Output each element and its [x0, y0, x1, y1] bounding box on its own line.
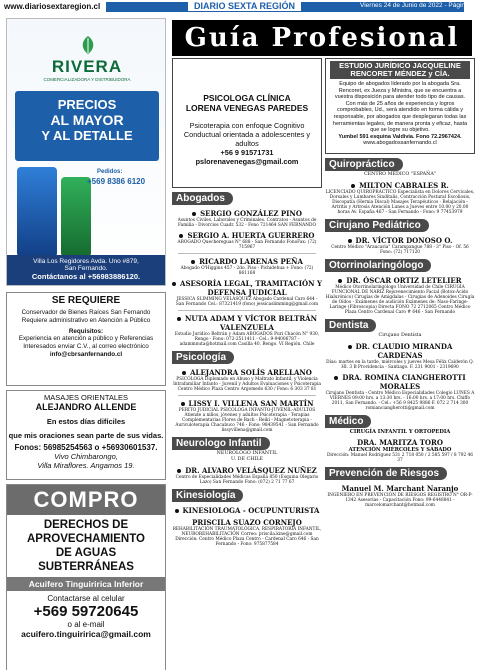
guide-title: Guía Profesional	[172, 20, 472, 56]
bullet-icon	[348, 239, 352, 243]
compro-email-label: o al e-mail	[67, 620, 105, 629]
compro-phone[interactable]: +569 59720645	[33, 603, 139, 620]
entry-name: DR. ÓSCAR ORTIZ LETELIER	[346, 276, 462, 285]
entry-name: Manuel M. Marchant Naranjo	[341, 484, 459, 493]
entry-name: ASESORÍA LEGAL, TRAMITACIÓN Y DEFENSA JUDICIAL	[180, 279, 322, 297]
list-item	[172, 451, 322, 485]
list-item	[172, 279, 322, 307]
entry-detail: Asuntos Civiles, Laborales y Criminales. Contratos - Asuntos de Familia - Divorcios Cuadr. 532 - Fono 721464 SAN FERNANDO	[177, 218, 317, 228]
studio-ad	[325, 58, 475, 154]
entry-detail: Dirección: Manuel Rodríguez 531 2 718 050 / 2 585 597 / 8 792 46 37	[326, 453, 474, 463]
bullet-icon	[351, 184, 355, 188]
rivera-address-1: Villa Los Regidores Avda. Uno #879,	[33, 258, 139, 265]
bullet-icon	[334, 376, 338, 380]
compro-line-4: SUBTERRÁNEAS	[38, 561, 134, 573]
psyc-description: Psicoterapia con enfoque Cognitivo Conductual orientada a adolescentes y adultos	[183, 121, 311, 148]
leaf-logo-icon	[77, 35, 99, 55]
rivera-address-strip	[7, 255, 165, 285]
bullet-icon	[177, 317, 181, 321]
list-item	[325, 429, 475, 463]
entry-detail: Centro Médico "Araucaria" Carampangue 788 - 3° Piso - Of. 56 Fono: (72) 717120	[331, 245, 469, 255]
entry-detail: Abogado O'Higgins 457 - 2do. Piso - Pichidehua + Fono: (72) 861168	[180, 266, 314, 276]
entry-detail: PSICÓLOGA Diplomado en Abuso y Maltrato Infantil, y Violencia Intrafamiliar Infanto - Juvenil y Adultos Evaluaciones y Psicoterapia Centro Médico Plaza Centro Argomedo 630 / Fono: 6 303 37 81	[173, 377, 321, 392]
orders-phone[interactable]: +569 8386 6120	[87, 177, 146, 186]
list-item	[325, 333, 475, 411]
entry-detail: Estudio Jurídico Beltrán y Adam ABOGADOS Puri Chacón N° 930, Rengo - Fono: 072-2511411 - Cel.: 9-94006787 - adammnuta@hotmail.com Casilla 40. Rengo. VI Región. Chile	[174, 332, 320, 347]
rivera-logo: RIVERA	[51, 57, 123, 76]
compro-text	[7, 515, 165, 574]
list-item	[172, 231, 322, 250]
section-otorrino: Otorrinolaringólogo	[325, 259, 431, 272]
psyc-phone[interactable]: +56 9 91571731	[220, 148, 274, 157]
list-item	[325, 484, 475, 508]
bullet-icon	[181, 402, 185, 406]
studio-title: ESTUDIO JURÍDICO JACQUELINE RENCORET MÉNDEZ y CÍA.	[330, 61, 470, 79]
entry-detail: LICENCIADO QUIROPRÁCTICO Especialista en Dolores Cervicales, Dorsales y Lumbares Sinditalis, Contracción Postural Escoliosis, Discopatía (Hernia Discal) Masajes Terapéuticos - Relajación - Artritis y Artrosis Atención Lunes a Jueves entre 10.00 y 20.00 horas Av. España 467 - San Fernando - Fono: 9 77453979	[325, 190, 475, 215]
divider	[178, 253, 316, 254]
psyc-email[interactable]: pslorenavenegas@gmail.com	[195, 157, 299, 166]
bullet-icon	[191, 260, 195, 264]
divider	[178, 395, 316, 396]
ad-masajes	[6, 390, 166, 480]
psyc-name: LORENA VENEGAS PAREDES	[185, 103, 309, 113]
entry-name: DR. ALVARO VELÁSQUEZ NUÑEZ	[185, 466, 317, 475]
orders-label: Pedidos:	[97, 169, 123, 175]
list-item	[172, 368, 322, 392]
bullet-icon	[175, 509, 179, 513]
compro-line-1: DERECHOS DE	[43, 519, 129, 531]
rivera-address-2: San Fernando.	[64, 265, 108, 272]
bullet-icon	[179, 234, 183, 238]
psyc-title: PSICOLOGA CLÍNICA	[203, 93, 291, 103]
entry-detail: Médico Otorrinolaringólogo Universidad de Chile CIRUGÍA FUNCIONAL DE NARIZ Rejuvenecimiento Facial (Botox-Ácido Hialurónico) Cirugías de Amígdalas - Cirugías de Adenoides Cirugía de Oídos - Exámenes de audición Exámenes de: Naso-Faringe-Laringe (Fibroscopia) Directa FONO 72 2712065 Centro Médico Plaza Centro Cardenal Caro # 646 - San Fernando	[325, 285, 475, 315]
section-dentista: Dentista	[325, 319, 376, 332]
entry-name: DR. VÍCTOR DONOSO O.	[355, 236, 453, 245]
entry-detail: PERITO JUDICIAL PSICOLOGA INFANTO-JUVENIL-ADULTOS Atiende a niños, jóvenes y adultos Psicoterapia - Terapias Complementarias Flores de Bach - Reiki - Magnetoterapia - Auriculoterapia Chacabuco 746 - Fono: 98439541 - San Fernando lissyvillena@gmail.com	[175, 408, 319, 433]
masajes-address-2: Villa Miraflores. Angamos 19.	[37, 461, 135, 470]
list-item	[325, 172, 475, 215]
promo-line-3: Y AL DETALLE	[41, 128, 133, 143]
studio-address: Yumbel 591 esquina Valdivia. Fono 72.2967424.	[338, 133, 462, 140]
requiere-email[interactable]: info@cbrsanfernando.cl	[49, 351, 123, 358]
compro-email[interactable]: acuifero.tinguiririca@gmail.com	[21, 629, 151, 639]
entry-detail: Días: martes en la tarde, miércoles y jueves Mesa Félix Calderón Q. HI. 3 B Providencia - Santiago. F. 231 9001 - 2319690	[326, 360, 474, 370]
masajes-line-2: que mis oraciones sean parte de sus vidas.	[8, 431, 164, 440]
dentist-title: Cirujano Dentista	[378, 333, 422, 338]
detergent-bottle-image	[17, 167, 57, 257]
section-medico: Médico	[325, 415, 371, 428]
page-header	[0, 0, 480, 14]
compro-line-3: DE AGUAS	[55, 547, 117, 559]
masajes-phones[interactable]: Fonos: 56985254563 o +56930601537.	[14, 443, 158, 452]
rivera-contact[interactable]: Contáctanos al +56983886120.	[31, 272, 141, 281]
rivera-logo-sub: COMERCIALIZADORA Y DISTRIBUIDORA	[43, 77, 131, 82]
site-url[interactable]: www.diariosextaregion.cl	[4, 2, 101, 11]
ad-se-requiere	[6, 292, 166, 386]
section-neurologo: Neurologo Infantil	[172, 437, 270, 450]
newspaper-name: DIARIO SEXTA REGIÓN	[188, 1, 301, 11]
medico-schedule: ATENCIÓN MIÉRCOLES Y SÁBADO	[348, 447, 452, 453]
studio-text: Equipo de abogados liderado por la abogada Sra. Rencoret, ex Jueza y Ministra, que se encuentra a vuestra disposición para atender todo tipo de causas. Con más de 25 años de experiencia y logros comprobables, Ud., será atendido en forma cálida y responsable, por abogados que desplegaran todas las herramientas legales, de manera pronta y eficaz, hasta que se logre su objetivo.	[332, 81, 468, 134]
list-item	[172, 314, 322, 347]
compro-line-2: APROVECHAMIENTO	[27, 533, 145, 545]
entry-detail: ABOGADO Quechereguas N° 688 - San Fernando FonoFax: (72) 715967	[177, 240, 317, 250]
bullet-icon	[348, 345, 352, 349]
medico-specialty: CIRUGÍA INFANTIL Y ORTOPEDIA	[349, 429, 451, 435]
section-riesgos: Prevención de Riesgos	[325, 467, 447, 480]
entry-detail: REHABILITACIÓN TRAUMATOLÓGICA, RESPIRATORIA INFANTIL, NEUROREHABILITACIÓN Correo: priscila.kine@gmail.com Dirección: Centro Médico Plaza Centro - Cardenal Caro 646 - San Fernando - Fono: 975877584	[172, 527, 322, 547]
entry-detail: JESSICA SLIMMING VELÁSQUEZ Abogado Cardenal Caro 644 - San Fernando Cel.: 87321419 (fono) jessicaslimming@gmail.com	[175, 297, 319, 307]
list-item	[325, 276, 475, 315]
section-kinesiologia: Kinesiología	[172, 489, 243, 502]
entry-detail: Centro de Especialidades Médicas España 850 (Esquina Olegario Lazo) San Fernando Fono: (072) 2 71 77 67	[175, 475, 319, 485]
ad-compro	[6, 484, 166, 670]
entry-name: LISSY I. VILLENA SAN MARTÍN	[188, 399, 314, 408]
list-item	[172, 257, 322, 276]
left-ads-column	[0, 18, 164, 670]
studio-web[interactable]: www.abogadossanfernando.cl	[363, 140, 437, 147]
bullet-icon	[192, 212, 196, 216]
requisitos-text: Experiencia en atención a público y Referencias Interesados enviar C.V., al correo electrónico	[18, 335, 154, 350]
entry-name: MILTON CABRALES R.	[359, 181, 449, 190]
bullet-icon	[177, 469, 181, 473]
section-cirujano: Cirujano Pediátrico	[325, 219, 429, 232]
masajes-name: ALEJANDRO ALLENDE	[35, 402, 137, 412]
masajes-line-1: En estos días difíciles	[46, 417, 126, 426]
entry-name: ALEJANDRA SOLÍS ARELLANO	[190, 368, 312, 377]
list-item	[172, 399, 322, 433]
entry-name: SERGIO A. HUERTA GUERRERO	[187, 231, 315, 240]
requiere-title: SE REQUIERE	[51, 295, 121, 306]
compro-title: COMPRO	[7, 485, 165, 515]
bullet-icon	[338, 279, 342, 283]
compro-bar: Acuifero Tinguiririca Inferior	[7, 577, 165, 591]
section-psicologia: Psicología	[172, 351, 234, 364]
entry-name: DRA. MARITZA TORO	[357, 438, 443, 447]
entry-name: DRA. ROMINA CIANGHEROTTI MORALES	[342, 373, 466, 391]
entry-name: NUTA ADAM Y VÍCTOR BELTRÁN VALENZUELA	[184, 314, 318, 332]
entry-name: SERGIO GONZÁLEZ PINO	[200, 209, 302, 218]
page-date: Viernes 24 de Junio de 2022 - Página 11	[360, 2, 478, 9]
requiere-text: Conservador de Bienes Raíces San Fernando Requiere administrativo en Atención a Público	[21, 309, 151, 324]
section-quiropractico: Quiropráctico	[325, 158, 403, 171]
promo-line-1: PRECIOS	[57, 97, 117, 112]
bullet-icon	[182, 371, 186, 375]
neuro-title: NEUROLOGO INFANTIL	[216, 451, 278, 456]
requisitos-label: Requisitos:	[68, 328, 104, 335]
masajes-title: MASAJES ORIENTALES	[43, 393, 129, 402]
list-item	[325, 236, 475, 255]
entry-name: DR. CLAUDIO MIRANDA CARDENAS	[355, 342, 453, 360]
entry-detail: INGENIERO EN PREVENCIÓN DE RIESGOS REGISTRO N° OR-P-1342 Asesorías - Capacitación Fono: 99-6448841 - marcelomarchant@hotmail.com	[327, 493, 473, 508]
ad-rivera	[6, 18, 166, 286]
quiro-center: CENTRO MÉDICO "ESPAÑA"	[363, 172, 437, 177]
promo-line-2: AL MAYOR	[50, 112, 124, 128]
entry-detail: Cirujano Dentista - Centro Médico Especialidades Colegio LUNES A VIERNES 09:00 hrs. a 13:30 hrs. - 16:00 hrs. a 17:00 hrs. Chiffo 2011, San Fernando. - Cel.: +56 9 8425 9886 F. 072 2 714 300 romianciangherotti@gmail.com	[325, 391, 475, 411]
entry-name: RICARDO LARENAS PEÑA	[199, 257, 303, 266]
entry-name: PRISCILA SUAZO CORNEJO	[192, 518, 302, 527]
guide-column-a	[172, 58, 322, 668]
masajes-address-1: Vivo Chimbarongo,	[54, 452, 118, 461]
entry-subtitle: KINESIOLOGA - OCUPUNTURISTA	[182, 506, 320, 515]
list-item	[172, 209, 322, 228]
neuro-university: U. DE CHILE	[231, 457, 263, 462]
section-abogados: Abogados	[172, 192, 233, 205]
compro-contact-label: Contactarse al celular	[47, 594, 125, 603]
psychologist-ad	[172, 58, 322, 188]
promo-banner	[15, 91, 159, 161]
guide-column-b	[325, 58, 475, 668]
divider	[178, 310, 316, 311]
cleaner-bottle-image	[61, 177, 91, 257]
bullet-icon	[172, 282, 176, 286]
list-item	[172, 506, 322, 547]
